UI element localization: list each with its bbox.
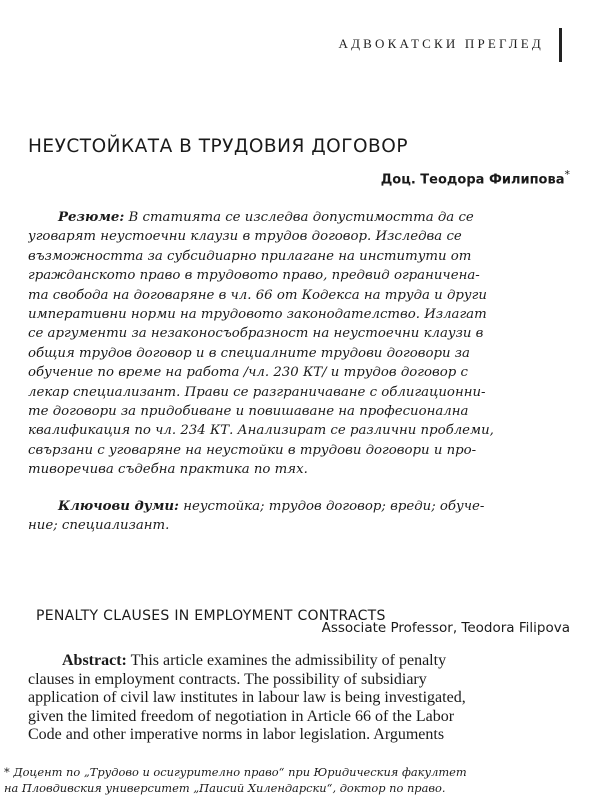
abstract-bg-line: свързани с уговаряне на неустойки в трудови договори и про- [28, 442, 477, 458]
article-author [381, 168, 570, 187]
abstract-en [28, 652, 573, 745]
keywords-bg-line: ние; специализант. [28, 518, 170, 534]
header-rule [559, 28, 562, 62]
journal-title: АДВОКАТСКИ ПРЕГЛЕД [338, 36, 544, 51]
abstract-en-line: Code and other imperative norms in labor legislation. Arguments [28, 726, 445, 744]
abstract-bg-line: уговарят неустоечни клаузи в трудов договор. Изследва се [28, 229, 462, 245]
abstract-bg-line: гражданското право в трудовото право, предвид ограничена- [28, 268, 480, 284]
keywords-bg-line: Ключови думи: неустойка; трудов договор; вреди; обуче- [58, 499, 485, 514]
footnote-marker: * [564, 168, 570, 181]
abstract-en-label: Abstract: [62, 652, 127, 669]
abstract-en-line: given the limited freedom of negotiation in Article 66 of the Labor [28, 707, 455, 725]
article-author-en: Associate Professor, Teodora Filipova [321, 620, 570, 636]
abstract-bg-line: та свобода на договаряне в чл. 66 от Кодекса на труда и други [28, 287, 487, 303]
footnote-line: на Пловдивския университет „Паисий Хилендарски“, доктор по право. [4, 781, 446, 795]
keywords-bg [28, 497, 573, 536]
abstract-bg-line: те договори за придобиване и повишаване на професионална [28, 403, 469, 419]
abstract-bg-line: лекар специализант. Прави се разграничаване с облигационни- [28, 384, 486, 400]
abstract-en-line: Abstract: This article examines the admissibility of penalty [62, 652, 447, 669]
abstract-bg-line: императивни норми на трудовото законодателство. Излагат [28, 306, 487, 322]
abstract-bg-line: квалификация по чл. 234 КТ. Анализират се различни проблеми, [28, 423, 494, 439]
abstract-bg [28, 208, 573, 479]
abstract-bg-line: Резюме: В статията се изследва допустимостта да се [58, 210, 474, 225]
footnote [4, 764, 594, 796]
keywords-bg-label: Ключови думи: [58, 499, 179, 514]
abstract-en-line: application of civil law institutes in labour law is being investigated, [28, 689, 466, 707]
running-head [270, 28, 570, 62]
article-title-en: PENALTY CLAUSES IN EMPLOYMENT CONTRACTS [36, 607, 386, 624]
author-name: Доц. Теодора Филипова [380, 172, 565, 188]
abstract-bg-line: тиворечива съдебна практика по тях. [28, 462, 308, 478]
abstract-bg-line: възможността за субсидиарно прилагане на институти от [28, 248, 472, 264]
abstract-bg-line: общия трудов договор и в специалните трудови договори за [28, 345, 470, 361]
abstract-bg-line: обучение по време на работа /чл. 230 КТ/ и трудов договор с [28, 365, 468, 381]
abstract-bg-label: Резюме: [58, 210, 125, 225]
footnote-line: * Доцент по „Трудово и осигурително право“ при Юридическия факултет [4, 765, 467, 779]
article-title: НЕУСТОЙКАТА В ТРУДОВИЯ ДОГОВОР [28, 136, 408, 158]
abstract-bg-line: се аргументи за незаконосъобразност на неустоечни клаузи в [28, 326, 484, 342]
abstract-en-line: clauses in employment contracts. The possibility of subsidiary [28, 670, 427, 688]
